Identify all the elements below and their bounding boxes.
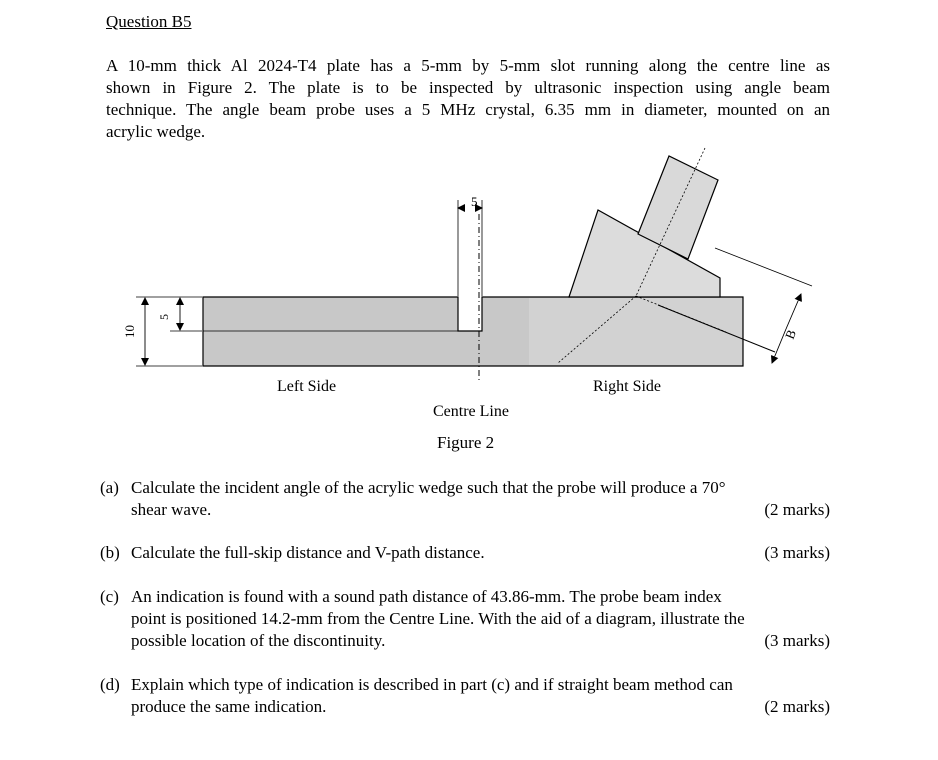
question-label: (c) [100, 587, 119, 606]
question-d [100, 674, 830, 718]
left-side-label: Left Side [277, 378, 337, 395]
intro-paragraph [106, 55, 830, 143]
right-side-label: Right Side [593, 378, 662, 395]
question-text: An indication is found with a sound path distance of 43.86-mm. The probe beam index [131, 587, 722, 606]
question-a [100, 477, 830, 521]
beam-edge-line [715, 248, 812, 286]
question-text: Calculate the full-skip distance and V-path distance. [131, 543, 485, 562]
beam-width-label: B [781, 327, 800, 342]
question-b [100, 542, 830, 564]
marks: (3 marks) [764, 543, 830, 562]
figure-caption: Figure 2 [437, 433, 495, 452]
figure-2-diagram [0, 140, 938, 380]
slot-depth-label: 5 [157, 314, 171, 320]
thickness-label: 10 [122, 325, 137, 338]
question-text: possible location of the discontinuity. [131, 631, 386, 650]
marks: (3 marks) [764, 631, 830, 650]
intro-line: acrylic wedge. [106, 122, 206, 141]
slot-width-label: 5 [471, 194, 478, 209]
plate-right-region [529, 298, 742, 365]
marks: (2 marks) [764, 697, 830, 716]
intro-line: A 10-mm thick Al 2024-T4 plate has a 5-mm by 5-mm slot running along the centre line as [106, 56, 830, 75]
centre-line-label: Centre Line [433, 403, 509, 420]
question-text: point is positioned 14.2-mm from the Centre Line. With the aid of a diagram, illustrate the [131, 609, 745, 628]
question-heading: Question B5 [106, 12, 192, 31]
question-label: (d) [100, 675, 120, 694]
question-text: Calculate the incident angle of the acrylic wedge such that the probe will produce a 70° [131, 478, 726, 497]
question-c [100, 586, 830, 652]
question-text: shear wave. [131, 500, 212, 519]
intro-line: technique. The angle beam probe uses a 5 MHz crystal, 6.35 mm in diameter, mounted on an [106, 100, 830, 119]
marks: (2 marks) [764, 500, 830, 519]
beam-width-arrow [786, 294, 801, 329]
intro-line: shown in Figure 2. The plate is to be inspected by ultrasonic inspection using angle beam [106, 78, 830, 97]
question-text: Explain which type of indication is described in part (c) and if straight beam method can [131, 675, 733, 694]
question-text: produce the same indication. [131, 697, 327, 716]
question-label: (a) [100, 478, 119, 497]
question-label: (b) [100, 543, 120, 562]
